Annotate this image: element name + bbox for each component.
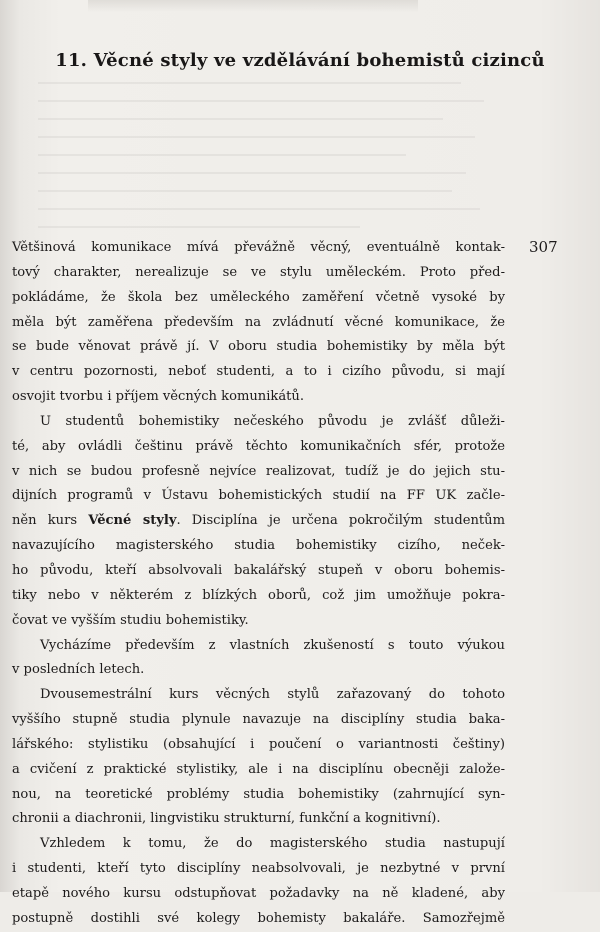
- text-line: v posledních letech.: [12, 662, 145, 678]
- text-line: v centru pozornosti, neboť studenti, a to i cizího původu, si mají: [12, 364, 505, 380]
- text-fragment: . Disciplína je určena pokročilým studentům: [176, 513, 505, 529]
- text-line: etapě nového kursu odstupňovat požadavky na ně kladené, aby: [12, 885, 505, 901]
- text-line: U studentů bohemistiky nečeského původu je zvlášť důleži-: [40, 413, 505, 429]
- text-line: tiky nebo v některém z blízkých oborů, což jim umožňuje pokra-: [12, 587, 505, 603]
- text-line: pokládáme, že škola bez uměleckého zaměření včetně vysoké by: [12, 289, 505, 305]
- text-line: Vzhledem k tomu, že do magisterského studia nastupují: [40, 836, 505, 852]
- text-line: lářského: stylistiku (obsahující i poučení o variantnosti češtiny): [12, 736, 505, 752]
- text-line: v nich se budou profesně nejvíce realizovat, tudíž je do jejich stu-: [12, 463, 505, 479]
- body-text: [0, 236, 505, 932]
- show-through-text: [38, 82, 498, 262]
- text-line: Většinová komunikace mívá převážně věcný, eventuálně kontak-: [12, 240, 505, 255]
- text-line: čovat ve vyšším studiu bohemistiky.: [12, 612, 249, 628]
- text-line: i studenti, kteří tyto disciplíny neabsolvovali, je nezbytné v první: [12, 861, 505, 877]
- text-line: měla být zaměřena především na zvládnutí věcné komunikace, že: [12, 314, 505, 330]
- text-line: Dvousemestrální kurs věcných stylů zařazovaný do tohoto: [40, 687, 505, 703]
- text-line: té, aby ovládli češtinu právě těchto komunikačních sfér, protože: [12, 438, 505, 454]
- text-line: chronii a diachronii, lingvistiku strukturní, funkční a kognitivní).: [12, 811, 441, 827]
- text-fragment: něn kurs: [12, 513, 89, 529]
- text-line-with-bold: [0, 509, 505, 534]
- chapter-title: 11. Věcné styly ve vzdělávání bohemistů cizinců: [55, 50, 545, 71]
- text-line: vyššího stupně studia plynule navazuje na disciplíny studia baka-: [12, 712, 505, 728]
- text-line: osvojit tvorbu i příjem věcných komunikátů.: [12, 389, 305, 405]
- text-line: tový charakter, nerealizuje se ve stylu uměleckém. Proto před-: [12, 264, 505, 280]
- previous-page-bleed: [88, 0, 418, 12]
- page-number: 307: [529, 238, 558, 256]
- text-line: nou, na teoretické problémy studia bohemistiky (zahrnující syn-: [12, 786, 505, 802]
- course-name: Věcné styly: [88, 513, 177, 529]
- text-line: dijních programů v Ústavu bohemistických studií na FF UK začle-: [12, 488, 505, 504]
- text-line: ho původu, kteří absolvovali bakalářský stupeň v oboru bohemis-: [12, 562, 505, 578]
- text-line: se bude věnovat právě jí. V oboru studia bohemistiky by měla být: [12, 339, 505, 355]
- text-line: navazujícího magisterského studia bohemistiky cizího, neček-: [12, 538, 505, 554]
- text-line: postupně dostihli své kolegy bohemisty bakaláře. Samozřejmě: [12, 910, 505, 926]
- text-line: a cvičení z praktické stylistiky, ale i na disciplínu obecněji založe-: [12, 761, 505, 777]
- text-line: Vycházíme především z vlastních zkušeností s touto výukou: [40, 637, 505, 653]
